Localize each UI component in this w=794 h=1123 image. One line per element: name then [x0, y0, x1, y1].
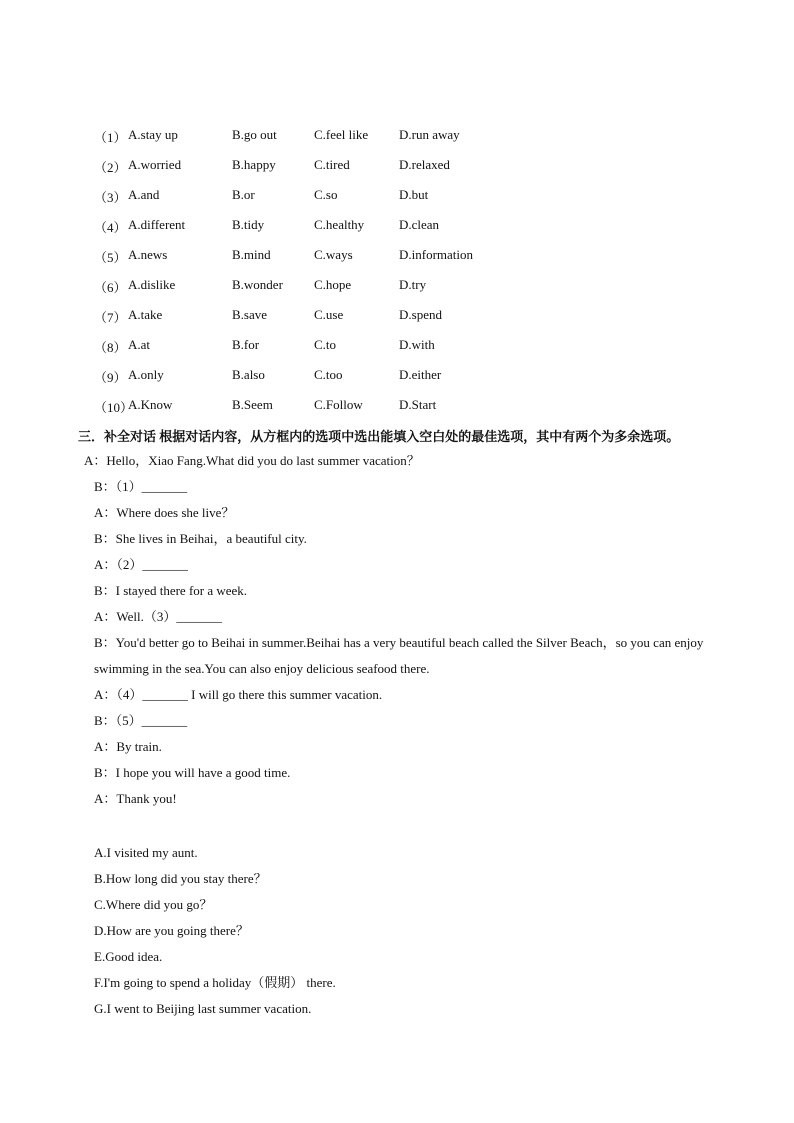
option-c: C.use	[314, 307, 344, 322]
option-d: D.try	[399, 277, 427, 292]
option-a: A.and	[128, 187, 160, 202]
dialog-line: A：By train.	[94, 739, 162, 754]
dialog-line: A：（4）_______ I will go there this summer vacation.	[94, 687, 383, 702]
question-number: （7）	[94, 310, 127, 325]
option-c: C.ways	[314, 247, 353, 262]
choice-row-10	[94, 397, 514, 427]
option-a: A.worried	[128, 157, 182, 172]
dialog-line: B：（5）_______	[94, 713, 188, 728]
question-number: （6）	[94, 280, 127, 295]
option-b: B.also	[232, 367, 265, 382]
option-a: A.take	[128, 307, 163, 322]
option-a: A.different	[128, 217, 186, 232]
question-number: （4）	[94, 220, 127, 235]
section-title: 三．补全对话 根据对话内容，从方框内的选项中选出能填入空白处的最佳选项，其中有两个为多余选项。	[78, 429, 680, 444]
option-c: C.hope	[314, 277, 352, 292]
dialog-line: B：You'd better go to Beihai in summer.Beihai has a very beautiful beach called the Silver Beach，so you can enjoy swimming in the sea.You can also enjoy delicious seafood there.	[94, 635, 704, 676]
question-number: （8）	[94, 340, 127, 355]
choice-row-9	[94, 367, 514, 397]
option-c: C.so	[314, 187, 338, 202]
choice-row-4	[94, 217, 514, 247]
question-number: （10）	[94, 400, 134, 415]
option-a: A.Know	[128, 397, 173, 412]
option-c: C.too	[314, 367, 343, 382]
dialog-line: A：Well.（3）_______	[94, 609, 222, 624]
option-b: B.mind	[232, 247, 271, 262]
option-d: D.information	[399, 247, 474, 262]
answer-option: G.I went to Beijing last summer vacation.	[94, 1001, 312, 1016]
answer-option: F.I'm going to spend a holiday（假期） there.	[94, 975, 336, 990]
answer-option: B.How long did you stay there？	[94, 871, 267, 886]
answer-options	[94, 844, 336, 1026]
option-b: B.happy	[232, 157, 276, 172]
dialog-line: A：（2）_______	[94, 557, 188, 572]
answer-option: E.Good idea.	[94, 949, 163, 964]
dialog-line: A：Where does she live？	[94, 505, 235, 520]
question-number: （1）	[94, 130, 127, 145]
dialog-line: B：I stayed there for a week.	[94, 583, 248, 598]
choice-row-5	[94, 247, 514, 277]
choice-list	[94, 127, 514, 427]
option-d: D.but	[399, 187, 429, 202]
dialog-line: A：Hello，Xiao Fang.What did you do last summer vacation？	[84, 453, 420, 468]
choice-row-3	[94, 187, 514, 217]
question-number: （5）	[94, 250, 127, 265]
option-c: C.healthy	[314, 217, 365, 232]
option-c: C.tired	[314, 157, 350, 172]
dialog-line: B：She lives in Beihai，a beautiful city.	[94, 531, 307, 546]
option-d: D.Start	[399, 397, 437, 412]
answer-option: A.I visited my aunt.	[94, 845, 198, 860]
option-b: B.Seem	[232, 397, 273, 412]
question-number: （2）	[94, 160, 127, 175]
option-d: D.with	[399, 337, 435, 352]
dialog-line: A：Thank you!	[94, 791, 177, 806]
question-number: （9）	[94, 370, 127, 385]
choice-row-8	[94, 337, 514, 367]
option-a: A.dislike	[128, 277, 176, 292]
option-b: B.wonder	[232, 277, 283, 292]
option-d: D.either	[399, 367, 442, 382]
option-b: B.for	[232, 337, 260, 352]
choice-row-7	[94, 307, 514, 337]
option-a: A.at	[128, 337, 151, 352]
dialog-line: B：I hope you will have a good time.	[94, 765, 291, 780]
choice-row-6	[94, 277, 514, 307]
question-number: （3）	[94, 190, 127, 205]
choice-row-2	[94, 157, 514, 187]
option-a: A.news	[128, 247, 168, 262]
dialog	[84, 452, 734, 816]
option-a: A.only	[128, 367, 164, 382]
option-a: A.stay up	[128, 127, 178, 142]
answer-option: C.Where did you go？	[94, 897, 213, 912]
answer-option: D.How are you going there？	[94, 923, 249, 938]
option-b: B.save	[232, 307, 268, 322]
option-c: C.Follow	[314, 397, 363, 412]
option-d: D.spend	[399, 307, 442, 322]
option-d: D.run away	[399, 127, 460, 142]
dialog-line: B：（1）_______	[94, 479, 188, 494]
option-d: D.clean	[399, 217, 440, 232]
choice-row-1	[94, 127, 514, 157]
option-c: C.to	[314, 337, 337, 352]
option-b: B.go out	[232, 127, 277, 142]
option-b: B.or	[232, 187, 255, 202]
option-d: D.relaxed	[399, 157, 450, 172]
option-c: C.feel like	[314, 127, 369, 142]
option-b: B.tidy	[232, 217, 265, 232]
